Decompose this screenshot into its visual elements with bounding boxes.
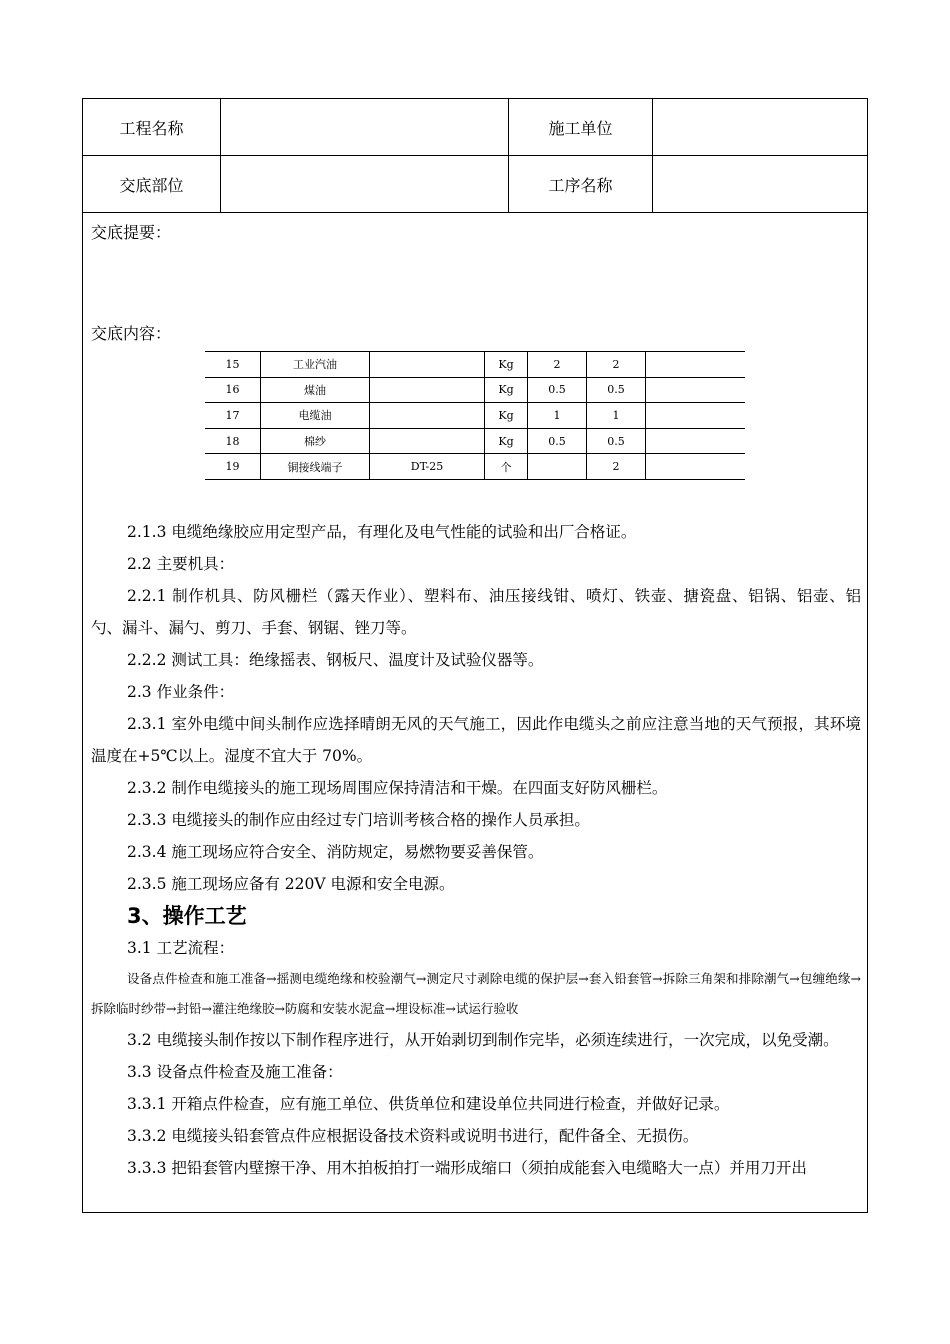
material-note	[646, 428, 746, 454]
paragraph-2-3-1: 2.3.1 室外电缆中间头制作应选择晴朗无风的天气施工，因此作电缆头之前应注意当地的天气预报，其环境温度在+5℃以上。湿度不宜大于 70%。	[91, 715, 861, 765]
material-row	[205, 454, 745, 480]
handover-part-label: 交底部位	[83, 156, 221, 213]
material-spec	[370, 428, 485, 454]
paragraph-2-3-4: 2.3.4 施工现场应符合安全、消防规定，易燃物要妥善保管。	[127, 843, 544, 861]
material-qty-1: 0.5	[528, 428, 587, 454]
header-table	[82, 98, 868, 213]
paragraph-2-3-3: 2.3.3 电缆接头的制作应由经过专门培训考核合格的操作人员承担。	[127, 811, 590, 829]
paragraph-2-3-2: 2.3.2 制作电缆接头的施工现场周围应保持清洁和干燥。在四面支好防风栅栏。	[127, 779, 668, 797]
paragraph-2-1-3: 2.1.3 电缆绝缘胶应用定型产品，有理化及电气性能的试验和出厂合格证。	[127, 523, 637, 541]
content-body	[91, 516, 861, 1184]
content-label: 交底内容：	[91, 324, 172, 343]
section-heading-3: 3、操作工艺	[127, 904, 247, 928]
project-name-label: 工程名称	[83, 99, 221, 156]
paragraph-3-1: 3.1 工艺流程：	[127, 939, 235, 957]
material-name: 煤油	[261, 377, 370, 403]
material-note	[646, 377, 746, 403]
material-qty-1	[528, 454, 587, 480]
material-no: 17	[205, 403, 261, 429]
material-qty-2: 2	[587, 454, 646, 480]
material-qty-2: 0.5	[587, 377, 646, 403]
material-qty-2: 1	[587, 403, 646, 429]
material-no: 15	[205, 352, 261, 378]
material-row	[205, 377, 745, 403]
material-row	[205, 403, 745, 429]
material-note	[646, 403, 746, 429]
paragraph-3-3: 3.3 设备点件检查及施工准备：	[127, 1063, 343, 1081]
process-name-label: 工序名称	[509, 156, 653, 213]
header-row	[83, 99, 868, 156]
paragraph-2-2: 2.2 主要机具：	[127, 555, 235, 573]
material-spec: DT-25	[370, 454, 485, 480]
material-no: 18	[205, 428, 261, 454]
material-spec	[370, 403, 485, 429]
material-qty-2: 2	[587, 352, 646, 378]
material-row	[205, 428, 745, 454]
process-flow: 设备点件检查和施工准备→摇测电缆绝缘和校验潮气→测定尺寸剥除电缆的保护层→套入铅套管→拆除三角架和排除潮气→包缠绝缘→拆除临时纱带→封铅→灌注绝缘胶→防腐和安装水泥盒→埋设标准→试运行验收	[91, 971, 861, 1016]
material-name: 电缆油	[261, 403, 370, 429]
paragraph-2-2-1: 2.2.1 制作机具、防风栅栏（露天作业）、塑料布、油压接线钳、喷灯、铁壶、搪瓷盘、铝锅、铝壶、铝勺、漏斗、漏勺、剪刀、手套、钢锯、锉刀等。	[91, 587, 861, 637]
material-unit: Kg	[485, 352, 528, 378]
material-name: 工业汽油	[261, 352, 370, 378]
material-unit: Kg	[485, 403, 528, 429]
material-spec	[370, 352, 485, 378]
header-row	[83, 156, 868, 213]
material-name: 铜接线端子	[261, 454, 370, 480]
material-note	[646, 454, 746, 480]
material-note	[646, 352, 746, 378]
paragraph-3-3-1: 3.3.1 开箱点件检查，应有施工单位、供货单位和建设单位共同进行检查，并做好记录。	[127, 1095, 730, 1113]
paragraph-2-3: 2.3 作业条件：	[127, 683, 235, 701]
project-name-field[interactable]	[221, 99, 509, 156]
construction-unit-field[interactable]	[653, 99, 868, 156]
material-qty-2: 0.5	[587, 428, 646, 454]
material-row	[205, 352, 745, 378]
material-no: 19	[205, 454, 261, 480]
paragraph-3-3-3: 3.3.3 把铅套管内壁擦干净、用木拍板拍打一端形成缩口（须拍成能套入电缆略大一点）并用刀开出	[127, 1159, 807, 1177]
summary-label: 交底提要：	[91, 223, 172, 242]
material-name: 棉纱	[261, 428, 370, 454]
materials-table	[205, 351, 745, 480]
handover-part-field[interactable]	[221, 156, 509, 213]
material-unit: 个	[485, 454, 528, 480]
material-qty-1: 0.5	[528, 377, 587, 403]
construction-unit-label: 施工单位	[509, 99, 653, 156]
paragraph-2-3-5: 2.3.5 施工现场应备有 220V 电源和安全电源。	[127, 875, 455, 893]
process-name-field[interactable]	[653, 156, 868, 213]
material-unit: Kg	[485, 377, 528, 403]
material-unit: Kg	[485, 428, 528, 454]
material-qty-1: 2	[528, 352, 587, 378]
paragraph-3-2: 3.2 电缆接头制作按以下制作程序进行，从开始剥切到制作完毕，必须连续进行，一次完成，以免受潮。	[127, 1031, 839, 1049]
material-no: 16	[205, 377, 261, 403]
material-qty-1: 1	[528, 403, 587, 429]
material-spec	[370, 377, 485, 403]
paragraph-2-2-2: 2.2.2 测试工具：绝缘摇表、钢板尺、温度计及试验仪器等。	[127, 651, 544, 669]
paragraph-3-3-2: 3.3.2 电缆接头铅套管点件应根据设备技术资料或说明书进行，配件备全、无损伤。	[127, 1127, 699, 1145]
